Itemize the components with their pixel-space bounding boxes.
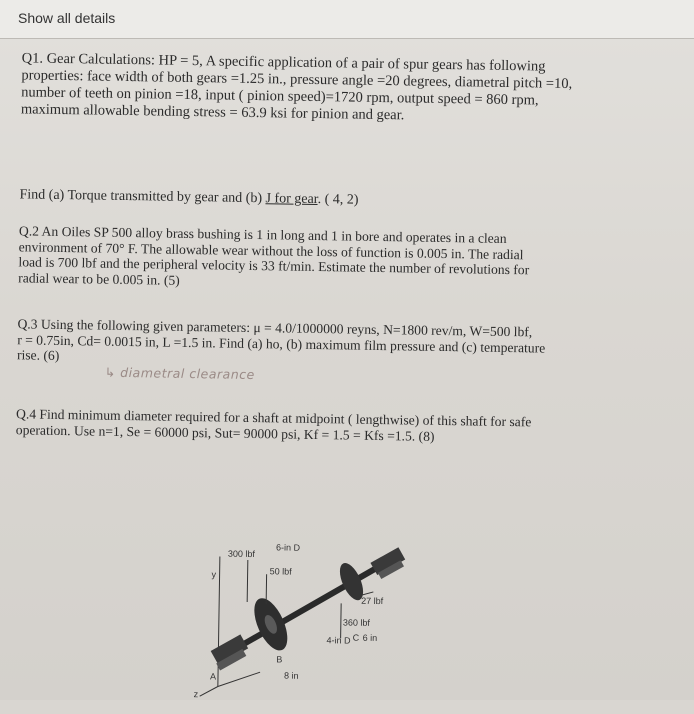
label-27-lbf: 27 lbf bbox=[361, 596, 384, 606]
find-prefix: Find (a) Torque transmitted by gear and (b) bbox=[19, 187, 265, 206]
force-300-arrow bbox=[247, 560, 248, 602]
label-300-lbf: 300 lbf bbox=[228, 549, 256, 559]
bearing-a bbox=[210, 634, 248, 671]
top-bar bbox=[0, 0, 694, 39]
label-b: B bbox=[276, 654, 282, 664]
z-axis-line bbox=[200, 686, 218, 696]
find-underlined: J for gear bbox=[265, 191, 317, 207]
question-1-find bbox=[19, 186, 669, 213]
shaft-diagram bbox=[190, 501, 443, 705]
label-8in: 8 in bbox=[284, 671, 299, 681]
label-y: y bbox=[212, 569, 217, 579]
label-360-lbf: 360 lbf bbox=[343, 617, 371, 627]
x-axis-line bbox=[218, 672, 260, 688]
find-suffix: . ( 4, 2) bbox=[318, 192, 359, 208]
question-4-text: Q.4 Find minimum diameter required for a shaft at midpoint ( lengthwise) of this shaft for safe operation. Use n=1, Se = 60000 psi, Sut= 90000 psi, Kf = 1.5 = Kfs =1.5. (8) bbox=[16, 406, 666, 447]
question-2-text: Q.2 An Oiles SP 500 alloy brass bushing is 1 in long and 1 in bore and operates in a clean environment of 70° F. The allowable wear without the loss of function is 0.005 in. The radial load is 700 lbf and the peripheral velocity is 33 ft/min. Estimate the number of revolutions for radial wear to be 0.005 in. (5) bbox=[18, 223, 669, 295]
question-sheet bbox=[0, 38, 694, 711]
label-50-lbf: 50 lbf bbox=[270, 566, 293, 576]
label-a: A bbox=[210, 671, 216, 681]
handwritten-note: ↳ diametral clearance bbox=[105, 365, 255, 382]
label-z: z bbox=[194, 689, 199, 699]
label-4in-d: 4-in D bbox=[327, 635, 352, 645]
question-3-text: Q.3 Using the following given parameters: μ = 4.0/1000000 reyns, N=1800 rev/m, W=500 lbf, r = 0.75in, Cd= 0.0015 in, L =1.5 in. Find (a) ho, (b) maximum film pressure and (c) temperature rise. (6) bbox=[17, 316, 668, 373]
label-6in-d: 6-in D bbox=[276, 542, 301, 552]
label-c: C bbox=[353, 633, 360, 643]
label-6in: 6 in bbox=[363, 633, 378, 643]
bearing-b bbox=[370, 547, 405, 580]
shaft-diagram-svg bbox=[190, 501, 443, 705]
show-all-details-link[interactable]: Show all details bbox=[18, 10, 115, 26]
question-1-text: Q1. Gear Calculations: HP = 5, A specific application of a pair of spur gears has following properties: face width of both gears =1.25 in., pressure angle =20 degrees, diametral pitch =10, number of teeth on pinion =18, input ( pinion speed)=1720 rpm, output speed = 860 rpm, maximum allowable bending stress = 63.9 ksi for pinion and gear. bbox=[21, 50, 672, 128]
force-360-arrow bbox=[341, 603, 342, 638]
